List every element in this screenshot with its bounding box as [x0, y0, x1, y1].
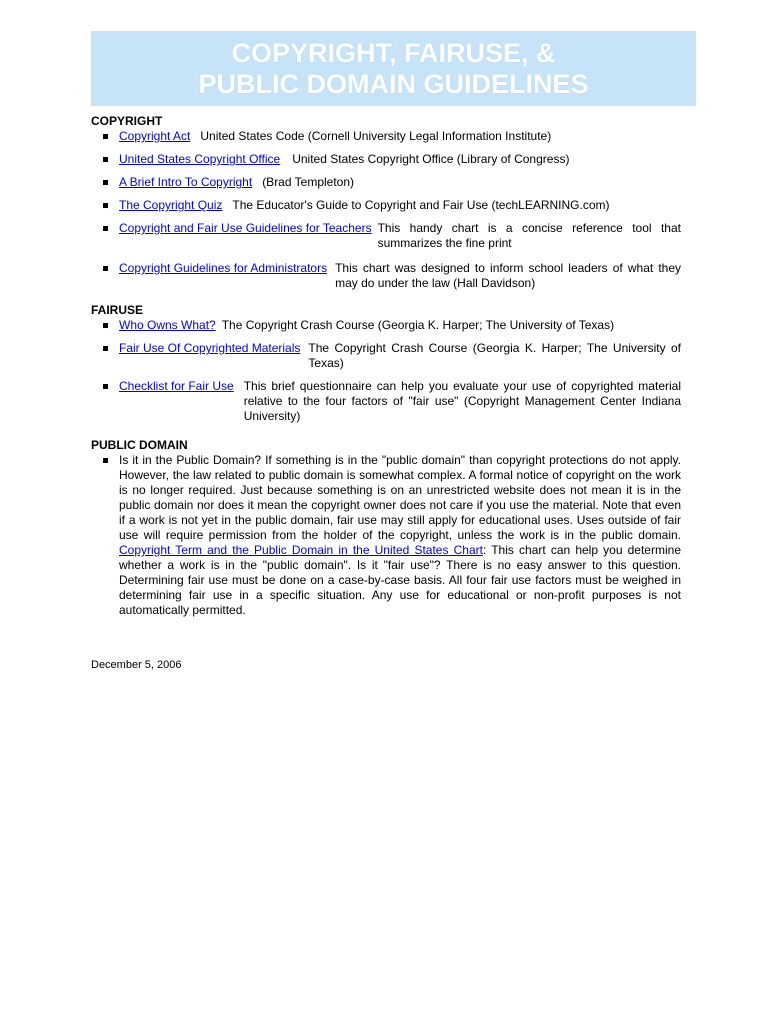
bullet-icon — [103, 384, 108, 389]
item-description: United States Copyright Office (Library of Congress) — [292, 152, 570, 166]
fairuse-list — [91, 318, 681, 424]
bullet-icon — [103, 323, 108, 328]
public-domain-list — [91, 453, 681, 618]
list-item — [91, 129, 681, 144]
list-item — [91, 261, 681, 291]
list-item — [91, 175, 681, 190]
list-item — [91, 453, 681, 618]
link-checklist-fair-use[interactable]: Checklist for Fair Use — [119, 379, 234, 393]
item-description: This brief questionnaire can help you evaluate your use of copyrighted material relative to the four factors of "fair use" (Copyright Management Center Indiana University) — [243, 379, 681, 423]
list-item — [91, 318, 681, 333]
item-description: United States Code (Cornell University Legal Information Institute) — [200, 129, 552, 143]
item-description: The Educator's Guide to Copyright and Fair Use (techLEARNING.com) — [232, 198, 610, 212]
title-line-2: PUBLIC DOMAIN GUIDELINES — [198, 68, 589, 99]
section-heading-fairuse: FAIRUSE — [91, 303, 144, 317]
link-us-copyright-office[interactable]: United States Copyright Office — [119, 152, 281, 166]
bullet-icon — [103, 226, 108, 231]
link-copyright-term-chart[interactable]: Copyright Term and the Public Domain in the United States Chart — [119, 543, 483, 557]
bullet-icon — [103, 346, 108, 351]
link-copyright-act[interactable]: Copyright Act — [119, 129, 191, 143]
list-item — [91, 341, 681, 371]
item-description: The Copyright Crash Course (Georgia K. Harper; The University of Texas) — [308, 341, 681, 370]
item-description: The Copyright Crash Course (Georgia K. Harper; The University of Texas) — [221, 318, 615, 332]
list-item — [91, 198, 681, 213]
section-heading-copyright: COPYRIGHT — [91, 114, 163, 128]
bullet-icon — [103, 180, 108, 185]
bullet-icon — [103, 157, 108, 162]
item-description: This handy chart is a concise reference tool that summarizes the fine print — [377, 221, 681, 250]
section-heading-public-domain: PUBLIC DOMAIN — [91, 438, 188, 452]
bullet-icon — [103, 134, 108, 139]
public-domain-text-before: Is it in the Public Domain? If something is in the "public domain" than copyright protections do not apply. However, the law related to public domain is somewhat complex. A formal notice of copyright on the work is no longer required. Just because something is on an unrestricted website does not mean it is in the public domain nor does it mean the copyright owner does not care if you use the material. Note that even if a work is not yet in the public domain, fair use may still apply for educational uses. Uses outside of fair use will require permission from the holder of the copyright, unless the work is in the public domain. — [119, 453, 681, 542]
link-brief-intro[interactable]: A Brief Intro To Copyright — [119, 175, 253, 189]
link-guidelines-administrators[interactable]: Copyright Guidelines for Administrators — [119, 261, 328, 275]
bullet-icon — [103, 203, 108, 208]
list-item — [91, 221, 681, 251]
title-line-1: COPYRIGHT, FAIRUSE, & — [231, 37, 556, 68]
item-description: (Brad Templeton) — [262, 175, 355, 189]
link-who-owns-what[interactable]: Who Owns What? — [119, 318, 216, 332]
bullet-icon — [103, 458, 108, 463]
content — [91, 114, 681, 618]
link-fair-use-materials[interactable]: Fair Use Of Copyrighted Materials — [119, 341, 301, 355]
document-date: December 5, 2006 — [91, 659, 182, 671]
bullet-icon — [103, 266, 108, 271]
link-copyright-quiz[interactable]: The Copyright Quiz — [119, 198, 223, 212]
link-guidelines-teachers[interactable]: Copyright and Fair Use Guidelines for Teachers — [119, 221, 372, 235]
title-banner — [91, 31, 696, 106]
list-item — [91, 379, 681, 424]
copyright-list — [91, 129, 681, 291]
list-item — [91, 152, 681, 167]
public-domain-text-after: : This chart can help you determine whether a work is in the "public domain". Is it "fair use"? There is no easy answer to this question. Determining fair use must be done on a case-by-case basis. All four fair use factors must be weighed in determining fair use in a specific situation. Any use for educational or non-profit purposes is not automatically permitted. — [119, 543, 681, 617]
item-description: This chart was designed to inform school leaders of what they may do under the law (Hall Davidson) — [335, 261, 681, 290]
